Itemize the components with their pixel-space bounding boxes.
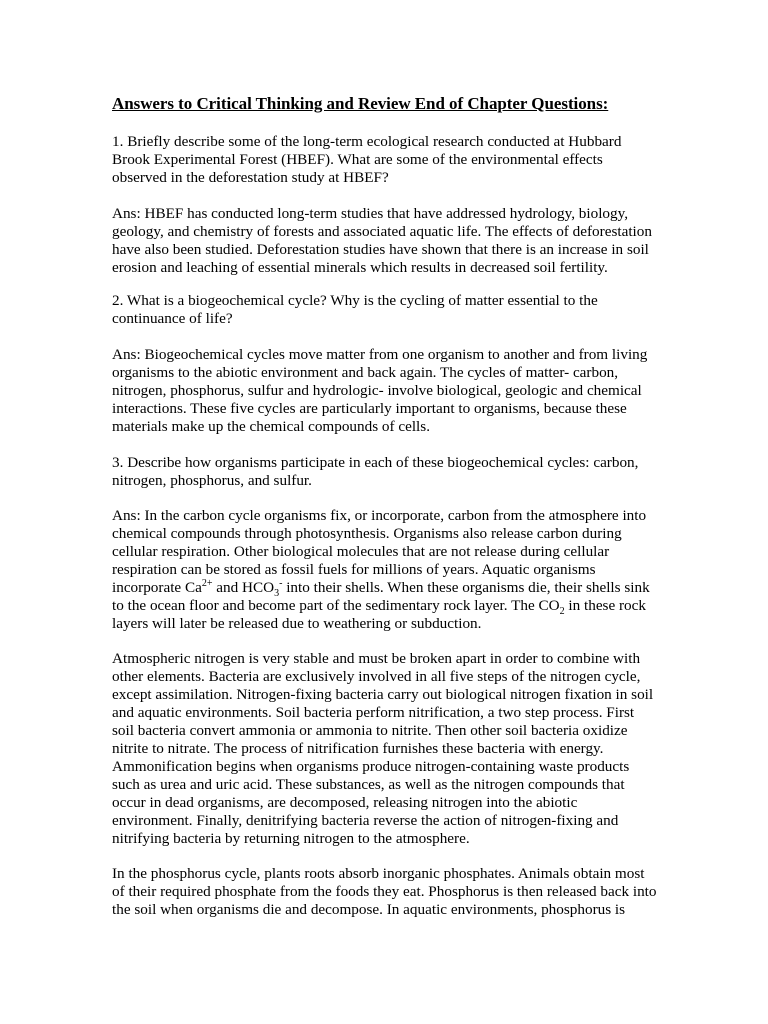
text-line: occur in dead organisms, are decomposed, releasing nitrogen into the abiotic — [112, 794, 578, 811]
text-line: nitrogen, phosphorus, sulfur and hydrologic- involve biological, geologic and chemical — [112, 382, 642, 399]
answer-1 — [112, 205, 672, 277]
text-line: materials make up the chemical compounds of cells. — [112, 418, 430, 435]
text-line: observed in the deforestation study at HBEF? — [112, 169, 389, 186]
answer-3-nitrogen — [112, 650, 672, 848]
text-line: interactions. These five cycles are particularly important to organisms, because these — [112, 400, 627, 417]
text-line: geology, and chemistry of forests and associated aquatic life. The effects of deforestation — [112, 223, 652, 240]
text-line: chemical compounds through photosynthesis. Organisms also release carbon during — [112, 525, 622, 542]
question-3 — [112, 454, 672, 490]
text-line: of their required phosphate from the foods they eat. Phosphorus is then released back into — [112, 883, 657, 900]
text-line: Ans: Biogeochemical cycles move matter from one organism to another and from living — [112, 346, 648, 363]
text-line: nitrifying bacteria by returning nitrogen to the atmosphere. — [112, 830, 470, 847]
text-line: erosion and leaching of essential minerals which results in decreased soil fertility. — [112, 259, 608, 276]
text-line: continuance of life? — [112, 310, 233, 327]
text-line: Brook Experimental Forest (HBEF). What are some of the environmental effects — [112, 151, 603, 168]
text-line: cellular respiration. Other biological molecules that are not release during cellular — [112, 543, 610, 560]
document-title: Answers to Critical Thinking and Review End of Chapter Questions: — [112, 94, 609, 113]
text-line-formula: to the ocean floor and become part of the sedimentary rock layer. The $CO_2$ in these rock — [112, 597, 646, 618]
text-line: organisms to the abiotic environment and back again. The cycles of matter- carbon, — [112, 364, 619, 381]
text-line: respiration can be stored as fossil fuels for millions of years. Aquatic organisms — [112, 561, 596, 578]
text-line: In the phosphorus cycle, plants roots absorb inorganic phosphates. Animals obtain most — [112, 865, 645, 882]
text-line: layers will later be released due to weathering or subduction. — [112, 615, 482, 632]
text-line: Ans: HBEF has conducted long-term studies that have addressed hydrology, biology, — [112, 205, 629, 222]
answer-3-carbon — [112, 507, 672, 633]
text-line: 3. Describe how organisms participate in each of these biogeochemical cycles: carbon, — [112, 454, 639, 471]
text-line: and aquatic environments. Soil bacteria perform nitrification, a two step process. First — [112, 704, 635, 721]
text-line: 2. What is a biogeochemical cycle? Why is the cycling of matter essential to the — [112, 292, 598, 309]
text-line: except assimilation. Nitrogen-fixing bacteria carry out biological nitrogen fixation in soil — [112, 686, 654, 703]
text-line: the soil when organisms die and decompose. In aquatic environments, phosphorus is — [112, 901, 626, 918]
question-1 — [112, 133, 672, 187]
text-line: Ans: In the carbon cycle organisms fix, or incorporate, carbon from the atmosphere into — [112, 507, 647, 524]
answer-3-phosphorus — [112, 865, 672, 919]
text-line: other elements. Bacteria are exclusively involved in all five steps of the nitrogen cycle, — [112, 668, 641, 685]
question-2 — [112, 292, 672, 328]
text-line: soil bacteria convert ammonia or ammonia to nitrite. Then other soil bacteria oxidize — [112, 722, 628, 739]
text-line: 1. Briefly describe some of the long-term ecological research conducted at Hubbard — [112, 133, 622, 150]
text-line: Ammonification begins when organisms produce nitrogen-containing waste products — [112, 758, 630, 775]
answer-2 — [112, 346, 672, 436]
text-line: have also been studied. Deforestation studies have shown that there is an increase in soil — [112, 241, 649, 258]
text-line-formula: incorporate $Ca^{2+}$ and $HCO_3^-$ into their shells. When these organisms die, their shells sink — [112, 577, 650, 600]
text-line: such as urea and uric acid. These substances, as well as the nitrogen compounds that — [112, 776, 625, 793]
text-line: nitrogen, phosphorus, and sulfur. — [112, 472, 312, 489]
text-line: environment. Finally, denitrifying bacteria reverse the action of nitrogen-fixing and — [112, 812, 619, 829]
text-line: nitrite to nitrate. The process of nitrification furnishes these bacteria with energy. — [112, 740, 604, 757]
text-line: Atmospheric nitrogen is very stable and must be broken apart in order to combine with — [112, 650, 641, 667]
